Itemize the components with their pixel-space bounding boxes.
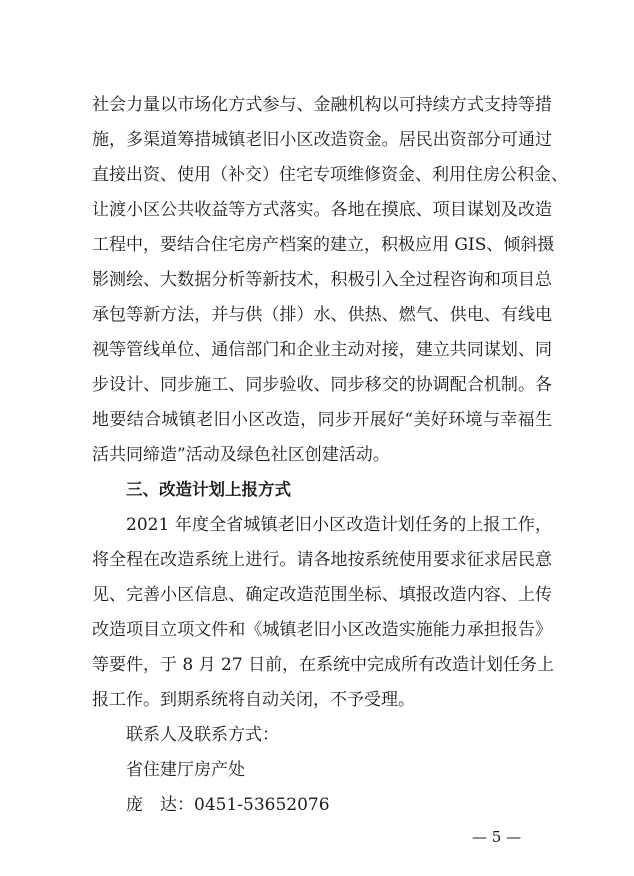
paragraph-line: 将全程在改造系统上进行。请各地按系统使用要求征求居民意 (92, 550, 552, 570)
paragraph-line: 影测绘、大数据分析等新技术，积极引入全过程咨询和项目总 (92, 270, 552, 290)
paragraph-line: 视等管线单位、通信部门和企业主动对接，建立共同谋划、同 (92, 340, 552, 360)
contact-label: 联系人及联系方式： (126, 725, 279, 745)
contact-department: 省住建厅房产处 (126, 760, 245, 780)
paragraph-line: 等要件，于 8 月 27 日前，在系统中完成所有改造计划任务上 (92, 655, 555, 675)
paragraph-line: 直接出资、使用（补交）住宅专项维修资金、利用住房公积金、 (92, 165, 568, 185)
page-number: — 5 — (472, 828, 522, 846)
paragraph-line: 施，多渠道筹措城镇老旧小区改造资金。居民出资部分可通过 (92, 130, 552, 150)
contact-person: 庞 达：0451-53652076 (126, 795, 330, 815)
paragraph-line: 活共同缔造”活动及绿色社区创建活动。 (92, 445, 390, 465)
paragraph-line: 让渡小区公共收益等方式落实。各地在摸底、项目谋划及改造 (92, 200, 552, 220)
paragraph-line: 社会力量以市场化方式参与、金融机构以可持续方式支持等措 (92, 95, 552, 115)
paragraph-line: 见、完善小区信息、确定改造范围坐标、填报改造内容、上传 (92, 585, 552, 605)
paragraph-line: 工程中，要结合住宅房产档案的建立，积极应用 GIS、倾斜摄 (92, 235, 555, 255)
paragraph-line: 承包等新方法，并与供（排）水、供热、燃气、供电、有线电 (92, 305, 552, 325)
paragraph-line: 步设计、同步施工、同步验收、同步移交的协调配合机制。各 (92, 375, 552, 395)
paragraph-line: 地要结合城镇老旧小区改造，同步开展好“美好环境与幸福生 (92, 410, 552, 430)
paragraph-line: 改造项目立项文件和《城镇老旧小区改造实施能力承担报告》 (92, 620, 552, 640)
paragraph-line: 报工作。到期系统将自动关闭，不予受理。 (92, 690, 415, 710)
paragraph-line: 2021 年度全省城镇老旧小区改造计划任务的上报工作， (126, 515, 552, 535)
section-heading: 三、改造计划上报方式 (126, 480, 291, 499)
